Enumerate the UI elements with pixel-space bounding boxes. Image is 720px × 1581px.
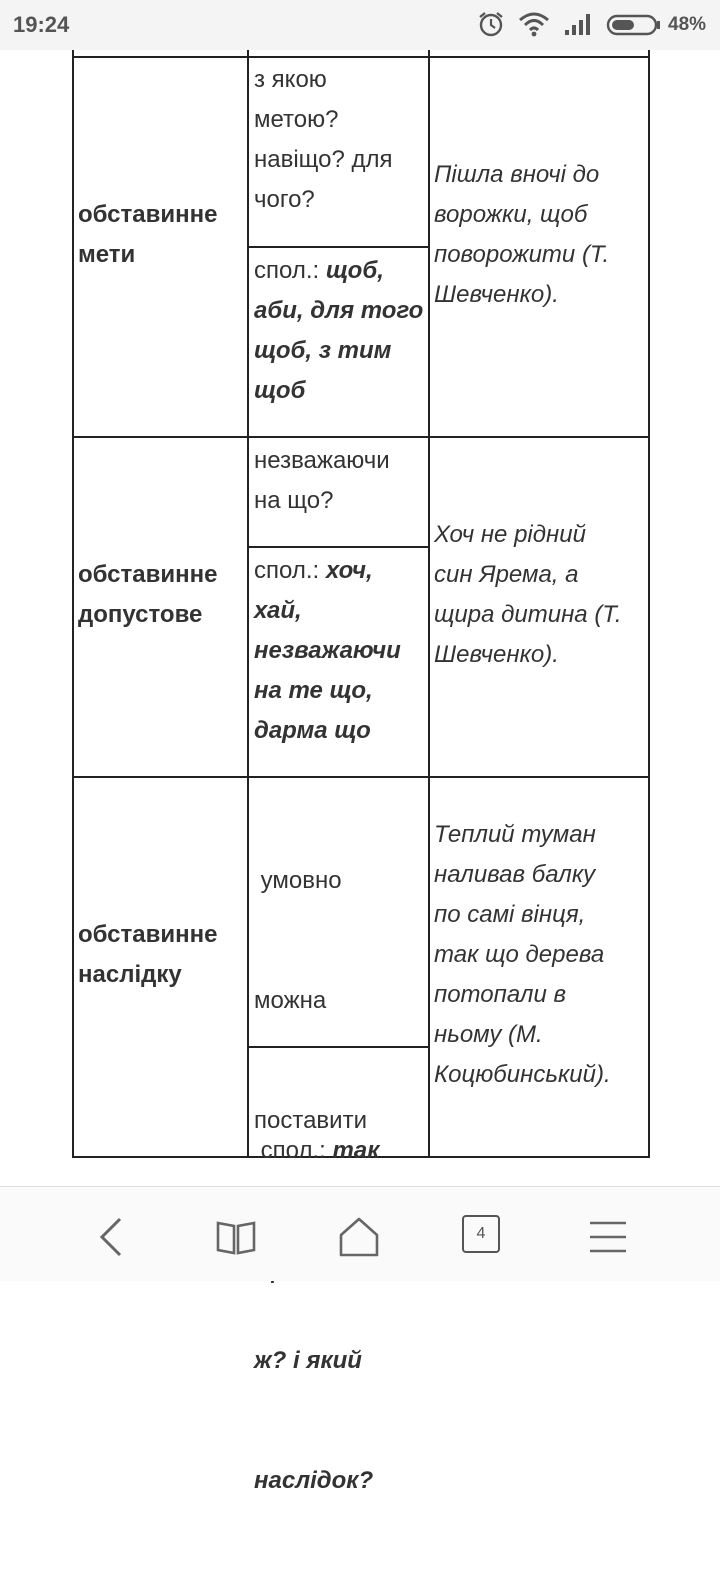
- row-category: обставинне допустове: [78, 561, 218, 628]
- row-question: з якою метою? навіщо? для чого?: [254, 66, 393, 213]
- menu-button[interactable]: [580, 1209, 636, 1265]
- back-icon: [92, 1215, 132, 1259]
- row-question: умовно можна поставити ж? і який наслідок?: [254, 867, 374, 1494]
- battery-percent: 48%: [668, 14, 707, 35]
- bookmarks-icon: [214, 1217, 258, 1257]
- home-button[interactable]: [331, 1209, 387, 1265]
- tabs-icon: 4: [462, 1215, 500, 1253]
- grammar-table: [72, 0, 650, 1494]
- row-conjunctions: спол.: так: [254, 1137, 380, 1164]
- row-example: Хоч не рідний син Ярема, а щира дитина (Т. Шевченко).: [434, 521, 622, 668]
- row-example: Теплий туман наливав балку по самі вінця, так що дерева потопали в ньому (М. Коцюбинський).: [434, 821, 611, 1088]
- row-question: незважаючи на що?: [254, 447, 390, 514]
- back-button[interactable]: [84, 1209, 140, 1265]
- row-conjunctions: спол.: щоб, аби, для того щоб, з тим щоб: [254, 257, 424, 404]
- row-example: Пішла вночі до ворожки, щоб поворожити (Т. Шевченко).: [434, 161, 610, 308]
- home-icon: [337, 1215, 381, 1259]
- tabs-button[interactable]: [456, 1209, 512, 1265]
- row-conjunctions: спол.: хоч, хай, незважаючи на те що, дарма що: [254, 557, 401, 744]
- row-category: обставинне наслідку: [78, 921, 218, 988]
- status-time: 19:24: [13, 12, 70, 37]
- bookmarks-button[interactable]: [208, 1209, 264, 1265]
- menu-icon: [588, 1219, 628, 1255]
- browser-nav-bar: [0, 1186, 720, 1281]
- row-category: обставинне мети: [78, 201, 218, 268]
